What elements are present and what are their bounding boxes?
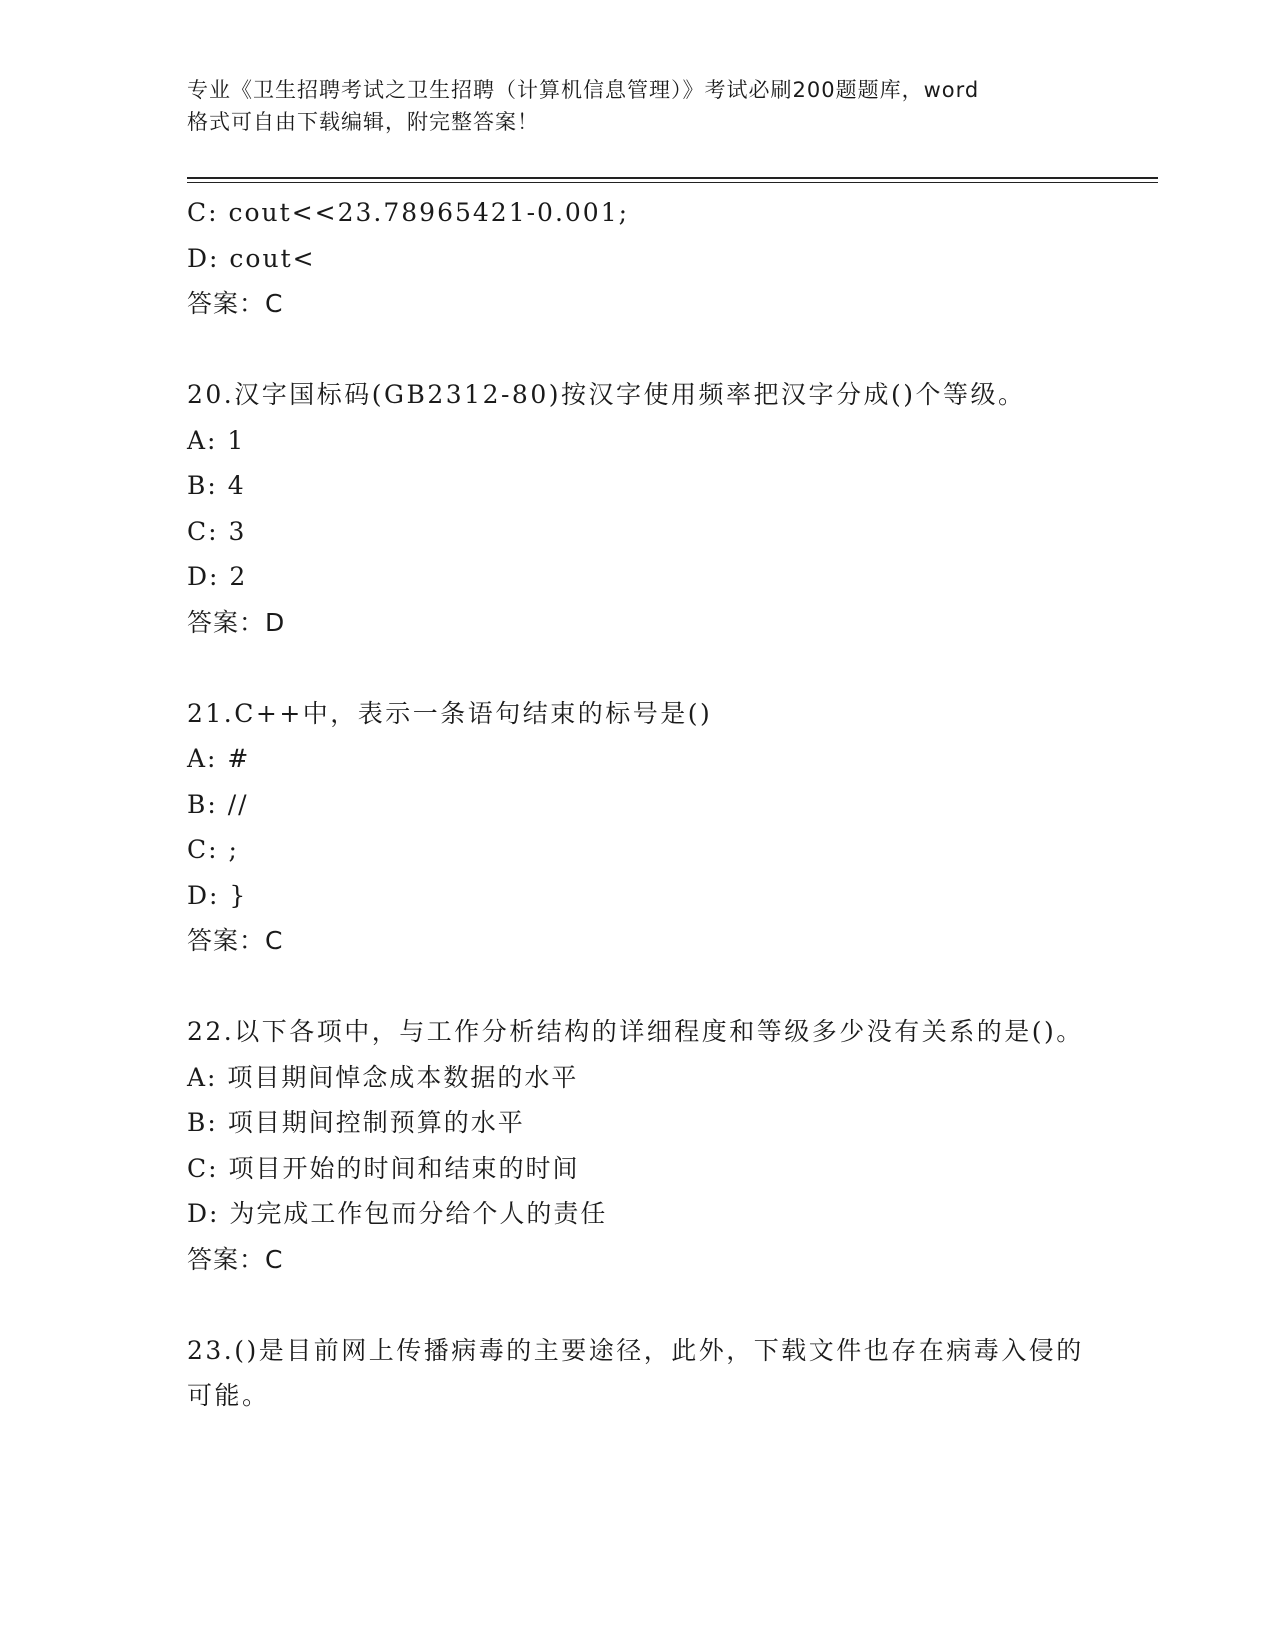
question-20 bbox=[187, 372, 1087, 645]
option-b: B: 项目期间控制预算的水平 bbox=[187, 1108, 525, 1137]
document-header bbox=[187, 74, 1087, 138]
question-text: 20.汉字国标码(GB2312-80)按汉字使用频率把汉字分成()个等级。 bbox=[187, 380, 1026, 409]
answer: 答案：C bbox=[187, 926, 284, 955]
option-a: A: 1 bbox=[187, 425, 246, 455]
answer: 答案：D bbox=[187, 607, 286, 637]
option-c: C: cout<<23.78965421-0.001; bbox=[187, 198, 630, 227]
option-c: C: 3 bbox=[187, 516, 247, 546]
question-list bbox=[187, 190, 1087, 1419]
option-d: D: } bbox=[187, 880, 248, 910]
option-d: D: 为完成工作包而分给个人的责任 bbox=[187, 1199, 608, 1228]
header-divider-thin bbox=[187, 182, 1158, 183]
header-line-2: 格式可自由下载编辑，附完整答案！ bbox=[187, 110, 539, 134]
answer: 答案：C bbox=[187, 289, 284, 318]
question-text: 21.C++中，表示一条语句结束的标号是() bbox=[187, 698, 713, 728]
question-text: 23.()是目前网上传播病毒的主要途径，此外，下载文件也存在病毒入侵的可能。 bbox=[187, 1335, 1084, 1410]
option-a: A: # bbox=[187, 744, 251, 773]
question-22 bbox=[187, 1009, 1087, 1282]
header-divider bbox=[187, 177, 1158, 179]
option-b: B: // bbox=[187, 789, 249, 819]
question-21 bbox=[187, 691, 1087, 964]
question-19-continued bbox=[187, 190, 1087, 327]
option-d: D: cout< bbox=[187, 243, 316, 273]
option-c: C: 项目开始的时间和结束的时间 bbox=[187, 1153, 580, 1183]
header-line-1: 专业《卫生招聘考试之卫生招聘（计算机信息管理）》考试必刷200题题库，word bbox=[187, 78, 980, 102]
question-23 bbox=[187, 1328, 1087, 1419]
question-text: 22.以下各项中，与工作分析结构的详细程度和等级多少没有关系的是()。 bbox=[187, 1017, 1084, 1046]
option-b: B: 4 bbox=[187, 471, 246, 500]
option-a: A: 项目期间悼念成本数据的水平 bbox=[187, 1062, 579, 1092]
answer: 答案：C bbox=[187, 1244, 284, 1274]
option-d: D: 2 bbox=[187, 562, 248, 591]
option-c: C: ; bbox=[187, 835, 239, 864]
